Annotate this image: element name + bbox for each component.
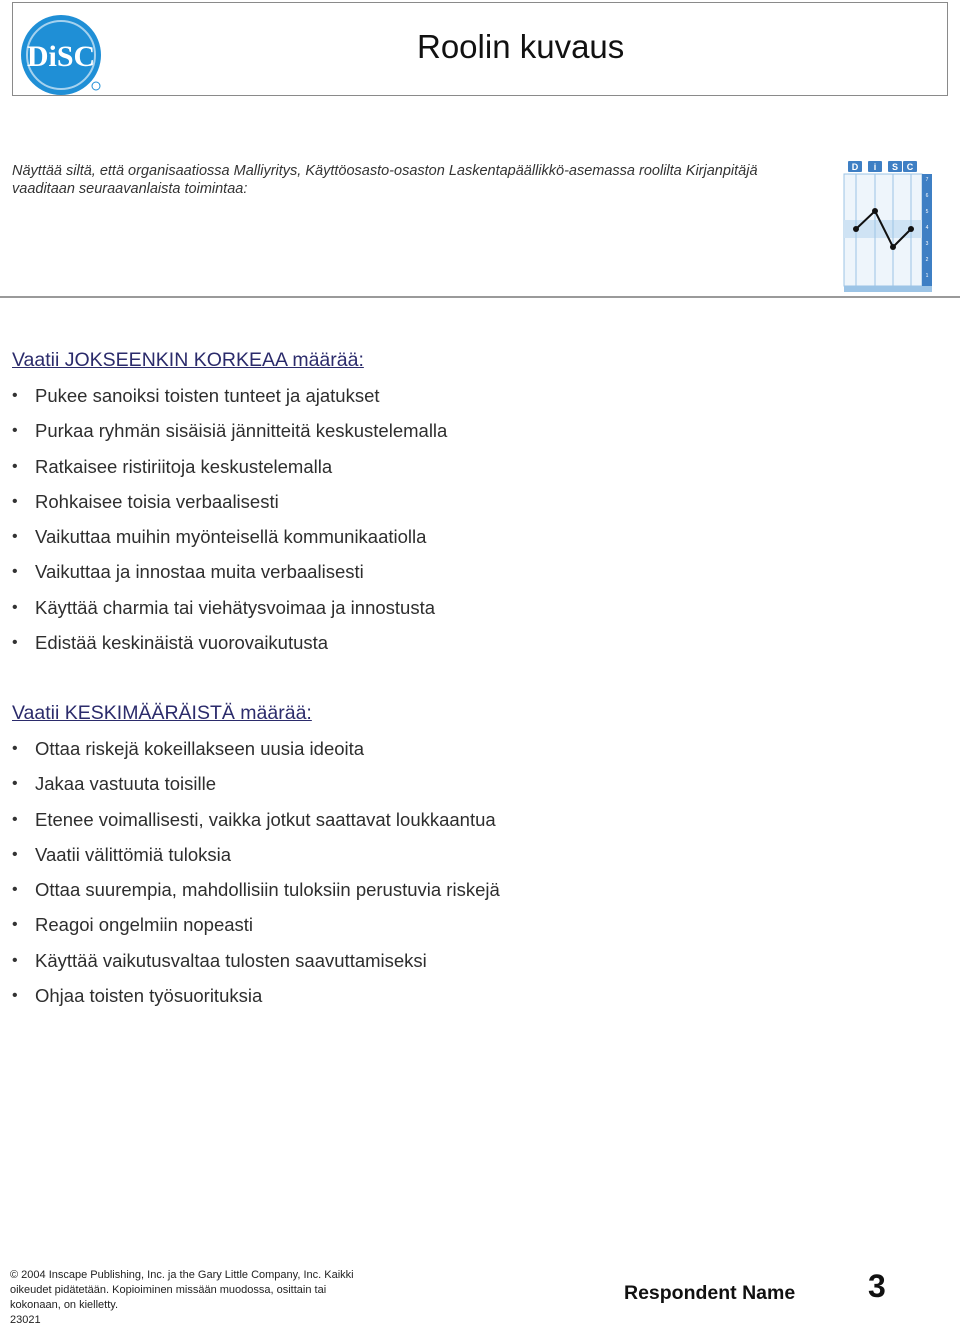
list-item: • Käyttää vaikutusvaltaa tulosten saavuttamiseksi: [12, 950, 500, 985]
section-heading-high: Vaatii JOKSEENKIN KORKEAA määrää:: [12, 349, 364, 371]
list-item: • Edistää keskinäistä vuorovaikutusta: [12, 632, 447, 667]
list-item: • Ratkaisee ristiriitoja keskustelemalla: [12, 456, 447, 491]
footer-copyright: [10, 1268, 370, 1328]
svg-text:2: 2: [925, 257, 929, 263]
svg-text:6: 6: [925, 193, 929, 199]
list-item: • Ottaa riskejä kokeillakseen uusia ideoita: [12, 738, 500, 773]
list-item: • Reagoi ongelmiin nopeasti: [12, 914, 500, 949]
intro-text: Näyttää siltä, että organisaatiossa Malliyritys, Käyttöosasto-osaston Laskentapäällikkö-asemassa roolilta Kirjanpitäjä vaaditaan seuraavanlaista toimintaa:: [12, 163, 758, 197]
svg-text:C: C: [906, 162, 914, 172]
divider: [0, 296, 960, 298]
document-code: 23021: [10, 1314, 41, 1326]
disc-mini-graph: [840, 160, 932, 294]
disc-logo: [20, 14, 102, 96]
svg-text:3: 3: [925, 241, 929, 247]
svg-text:D: D: [851, 162, 859, 172]
requirements-list-medium: [12, 738, 500, 1020]
list-item: • Purkaa ryhmän sisäisiä jännitteitä keskustelemalla: [12, 420, 447, 455]
page-title: Roolin kuvaus: [417, 28, 625, 65]
list-item: • Rohkaisee toisia verbaalisesti: [12, 491, 447, 526]
list-item: • Käyttää charmia tai viehätysvoimaa ja innostusta: [12, 597, 447, 632]
requirements-list-high: [12, 385, 447, 667]
svg-text:i: i: [873, 162, 877, 172]
svg-text:7: 7: [925, 177, 929, 183]
list-item: • Pukee sanoiksi toisten tunteet ja ajatukset: [12, 385, 447, 420]
list-item: • Vaikuttaa ja innostaa muita verbaalisesti: [12, 561, 447, 596]
copyright-line: © 2004 Inscape Publishing, Inc. ja the Gary Little Company, Inc. Kaikki: [10, 1269, 354, 1281]
list-item: • Ottaa suurempia, mahdollisiin tuloksiin perustuvia riskejä: [12, 879, 500, 914]
svg-text:4: 4: [925, 225, 929, 231]
list-item: • Etenee voimallisesti, vaikka jotkut saattavat loukkaantua: [12, 809, 500, 844]
section-heading-medium: Vaatii KESKIMÄÄRÄISTÄ määrää:: [12, 702, 312, 724]
respondent-name: Respondent Name: [624, 1282, 796, 1304]
copyright-line: kokonaan, on kielletty.: [10, 1299, 119, 1311]
copyright-line: oikeudet pidätetään. Kopioiminen missään muodossa, osittain tai: [10, 1284, 327, 1296]
svg-text:1: 1: [925, 273, 929, 279]
list-item: • Ohjaa toisten työsuorituksia: [12, 985, 500, 1020]
list-item: • Vaikuttaa muihin myönteisellä kommunikaatiolla: [12, 526, 447, 561]
list-item: • Vaatii välittömiä tuloksia: [12, 844, 500, 879]
list-item: • Jakaa vastuuta toisille: [12, 773, 500, 808]
svg-text:S: S: [891, 162, 899, 172]
svg-text:DiSC: DiSC: [26, 40, 96, 73]
svg-text:5: 5: [925, 209, 929, 215]
page-number: 3: [868, 1268, 886, 1304]
